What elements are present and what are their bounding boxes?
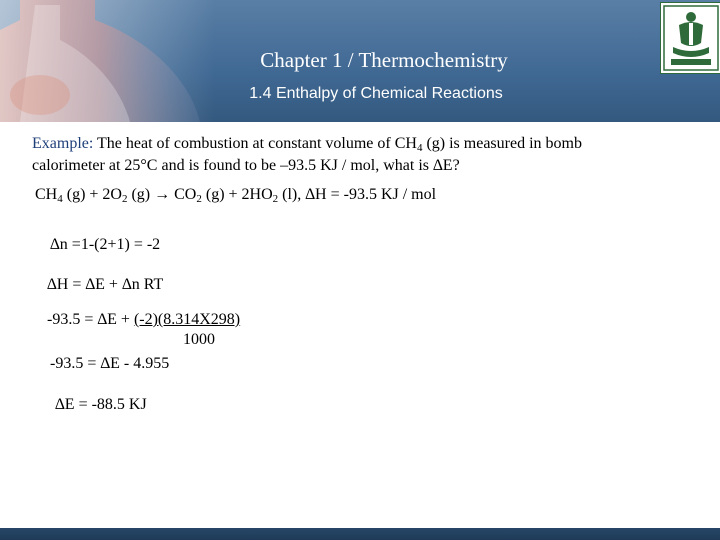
fraction-denominator: 1000 xyxy=(183,331,215,348)
substitution-text: -93.5 = ∆E + xyxy=(47,311,134,328)
subscript: 2 xyxy=(196,193,202,205)
example-label: Example: xyxy=(32,135,94,152)
reaction-part: (g) + 2HO xyxy=(201,186,273,203)
example-line-1 xyxy=(32,135,582,153)
reaction-part: (g) → CO xyxy=(127,186,197,203)
example-text: The heat of combustion at constant volume of CH xyxy=(93,135,417,152)
example-text: (g) is measured in bomb xyxy=(422,135,582,152)
enthalpy-formula: ∆H = ∆E + ∆n RT xyxy=(47,276,164,293)
fraction-numerator: (-2)(8.314X298) xyxy=(133,311,241,328)
subscript: 4 xyxy=(57,193,63,205)
slide-footer-bar xyxy=(0,528,720,540)
subscript: 4 xyxy=(416,142,423,154)
page-subtitle: 1.4 Enthalpy of Chemical Reactions xyxy=(249,85,503,102)
simplified-line: -93.5 = ∆E - 4.955 xyxy=(50,355,170,372)
delta-n-step: ∆n =1-(2+1) = -2 xyxy=(50,236,161,253)
reaction-equation xyxy=(35,186,436,204)
reaction-part: (g) + 2O xyxy=(62,186,122,203)
substitution-line xyxy=(47,311,240,329)
final-result: ∆E = -88.5 KJ xyxy=(55,396,147,413)
page-title: Chapter 1 / Thermochemistry xyxy=(260,48,508,72)
subscript: 2 xyxy=(121,193,128,205)
example-line-2: calorimeter at 25°C and is found to be –93.5 KJ / mol, what is ∆E? xyxy=(32,157,460,174)
subscript: 2 xyxy=(272,193,279,205)
reaction-part: CH xyxy=(35,186,58,203)
reaction-part: (l), ∆H = -93.5 KJ / mol xyxy=(278,186,437,203)
